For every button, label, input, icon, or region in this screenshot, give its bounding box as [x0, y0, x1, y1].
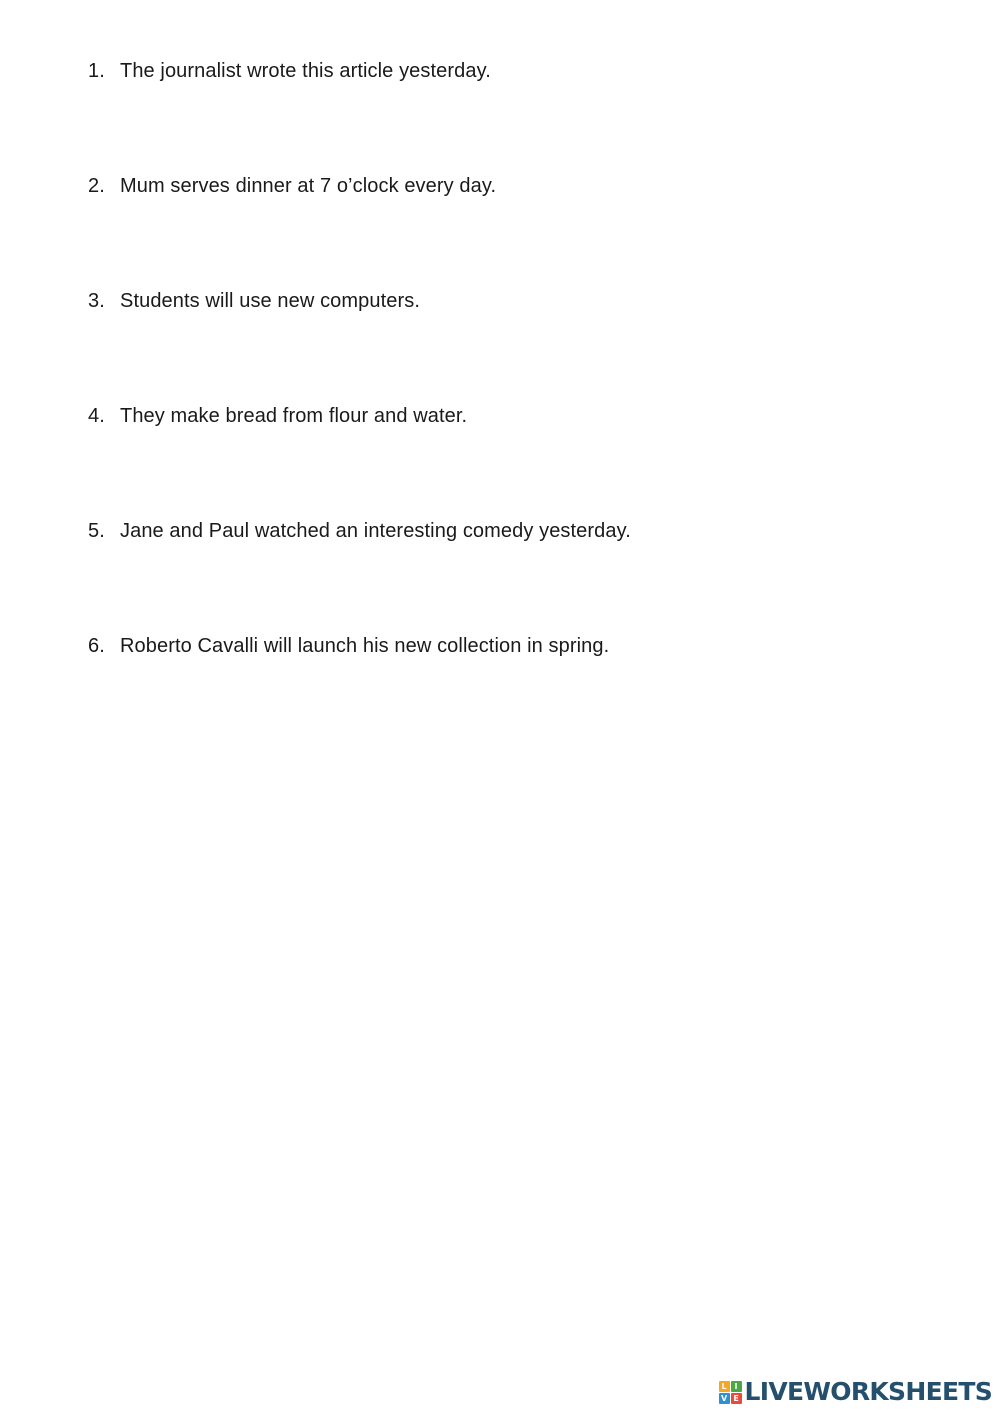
- sentence-number: 1.: [88, 60, 105, 82]
- sentence-text: Jane and Paul watched an interesting comedy yesterday.: [120, 520, 631, 542]
- brand-letter-i: I: [731, 1381, 742, 1392]
- sentence-item: [88, 175, 631, 205]
- sentence-item: [88, 405, 631, 435]
- sentence-item: [88, 60, 631, 90]
- sentence-number: 2.: [88, 175, 105, 197]
- brand-mark-icon: [719, 1381, 742, 1404]
- sentence-text: Mum serves dinner at 7 o’clock every day.: [120, 175, 497, 197]
- sentence-number: 5.: [88, 520, 105, 542]
- sentence-number: 6.: [88, 635, 105, 657]
- liveworksheets-logo: [719, 1377, 992, 1407]
- brand-name: LIVEWORKSHEETS: [744, 1377, 992, 1406]
- sentence-number: 4.: [88, 405, 105, 427]
- sentence-item: [88, 290, 631, 320]
- sentence-item: [88, 520, 631, 550]
- brand-letter-v: V: [719, 1393, 730, 1404]
- brand-letter-e: E: [731, 1393, 742, 1404]
- sentence-item: [88, 635, 631, 665]
- sentence-text: Roberto Cavalli will launch his new collection in spring.: [120, 635, 610, 657]
- sentence-text: Students will use new computers.: [120, 290, 421, 312]
- brand-letter-l: L: [719, 1381, 730, 1392]
- sentence-text: They make bread from flour and water.: [120, 405, 468, 427]
- sentence-list: [88, 60, 631, 750]
- sentence-text: The journalist wrote this article yesterday.: [120, 60, 491, 82]
- sentence-number: 3.: [88, 290, 105, 312]
